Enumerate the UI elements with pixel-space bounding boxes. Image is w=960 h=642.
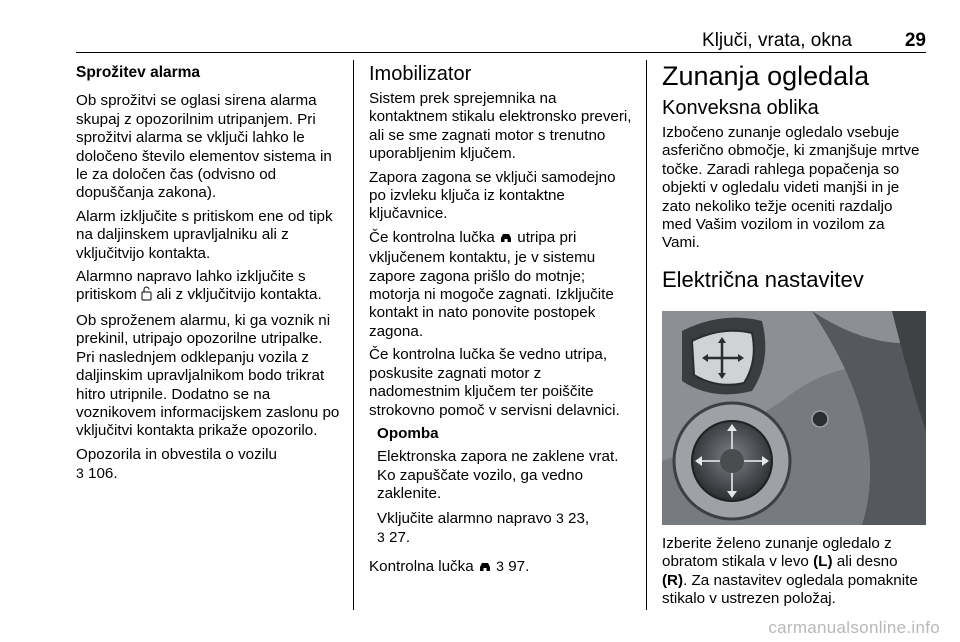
- paragraph: Izberite želeno zunanje ogledalo z obratom stikala v levo (L) ali desno (R). Za nastavitev ogledala pomaknite stikalo v ustrezen položaj.: [662, 534, 918, 608]
- page-reference[interactable]: 27.: [389, 528, 411, 546]
- note-box: [369, 425, 635, 547]
- paragraph: Če kontrolna lučka utripa pri vključenem kontaktu, je v sistemu zapore zagona prišlo do motnje; motorja ni mogoče zagnati. Izključite kontakt in nato ponovite postopek zagona.: [369, 228, 614, 340]
- watermark: carmanualsonline.info: [768, 618, 940, 637]
- paragraph: Sistem prek sprejemnika na kontaktnem stikalu elektronsko preveri, ali se sme zagnati motor s trenutno uporabljenim ključem.: [369, 90, 632, 163]
- column-divider: [353, 60, 354, 610]
- paragraph: Ob sproženem alarmu, ki ga voznik ni prekinil, utripajo opozorilne utripalke. Pri naslednjem odklepanju vozila z daljinskim upravljalnikom bodo trikrat hitro utripnile. Dodatno se na voznikovem informacijskem zaslonu po vključitvi kontakta prikaže opozorilo.: [76, 311, 340, 440]
- paragraph: Če kontrolna lučka še vedno utripa, poskusite zagnati motor z nadomestnim ključem ter poiščite strokovno pomoč v servisni delavnici.: [369, 346, 620, 419]
- heading-alarm: Sprožitev alarma: [76, 64, 201, 81]
- column-alarm: [76, 62, 342, 489]
- column-divider: [646, 60, 647, 610]
- reference-arrow-icon: 3: [76, 465, 84, 482]
- heading-immobilizer: Imobilizator: [369, 63, 472, 85]
- column-immobilizer: [369, 62, 635, 584]
- immobilizer-warning-icon: [478, 560, 492, 578]
- page-reference[interactable]: 23,: [568, 509, 590, 527]
- paragraph: Elektronska zapora ne zaklene vrat. Ko zapuščate vozilo, ga vedno zaklenite.: [377, 448, 619, 503]
- paragraph: Zapora zagona se vključi samodejno po izvleku ključa iz kontaktne ključavnice.: [369, 168, 616, 223]
- column-mirrors: [662, 62, 926, 613]
- reference-arrow-icon: 3: [377, 528, 385, 545]
- header-rule: [76, 52, 926, 53]
- heading-convex: Konveksna oblika: [662, 97, 819, 119]
- paragraph: Kontrolna lučka 3 97.: [369, 557, 635, 578]
- paragraph: Alarm izključite s pritiskom ene od tipk na daljinskem upravljalniku ali z vključitvijo kontakta.: [76, 207, 333, 262]
- paragraph: Izbočeno zunanje ogledalo vsebuje asferično območje, ki zmanjšuje mrtve točke. Zaradi rahlega popačenja so objekti v ogledalu videti manjši in je zato nekoliko težje oceniti razdaljo med Vašim vozilom in vozilom za Vami.: [662, 124, 920, 252]
- immobilizer-warning-icon: [499, 231, 513, 249]
- paragraph: Opozorila in obvestila o vozilu 3 106.: [76, 445, 277, 483]
- unlock-icon: [141, 286, 152, 306]
- note-title: Opomba: [377, 424, 439, 442]
- mirror-switch-photo: [662, 311, 926, 525]
- paragraph: Ob sprožitvi se oglasi sirena alarma skupaj z opozorilnim utripanjem. Pri sprožitvi alarma se vključi lahko le določeno število elementov sistema in le za določen čas (odvisno od dopuščanja zakona).: [76, 92, 332, 202]
- section-title: Ključi, vrata, okna: [702, 30, 852, 51]
- paragraph: Vključite alarmno napravo 3 23, 3 27.: [377, 509, 590, 546]
- paragraph: Alarmno napravo lahko izključite s pritiskom ali z vključitvijo kontakta.: [76, 268, 342, 307]
- heading-exterior-mirrors: Zunanja ogledala: [662, 61, 870, 91]
- page-header: [76, 30, 926, 52]
- page-number: 29: [904, 30, 926, 51]
- page-reference[interactable]: 106.: [88, 465, 118, 483]
- heading-electric-adjustment: Električna nastavitev: [662, 266, 864, 292]
- mirror-glass-icon: [692, 331, 754, 385]
- page-reference[interactable]: 97.: [508, 558, 530, 576]
- reference-arrow-icon: 3: [496, 558, 504, 575]
- reference-arrow-icon: 3: [555, 509, 564, 526]
